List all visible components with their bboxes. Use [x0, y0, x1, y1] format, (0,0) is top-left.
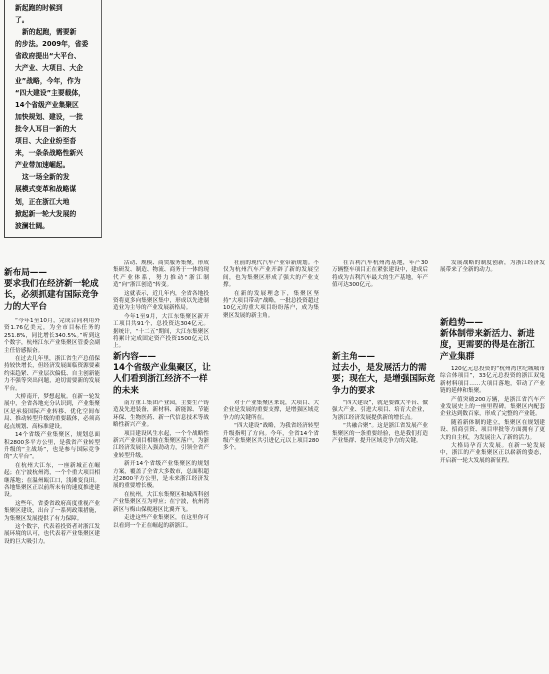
- heading-line: 新布局——: [4, 268, 47, 278]
- paragraph: 大桥南开，梦想起航。在新一轮发展中，全省各地充分认识到，产业集聚区是承接国际产业转移、优化空间布局、推动转型升级的重要载体，必须高起点规划、高标准建设。: [4, 394, 100, 430]
- paragraph: 14个省级产业集聚区，规划总面积2800多平方公里，是我省产业转型升级的“主战场”，也是参与国际竞争的“大平台”。: [4, 432, 100, 461]
- article-4-body: [440, 366, 545, 670]
- paragraph: 发展战略的制度创新，为浙江经济发展带来了全新的动力。: [440, 260, 545, 274]
- lead-line: 业”战略，今年，作为: [15, 76, 81, 85]
- paragraph: 在新的发展理念下，集聚区坚持“大项目带动”战略，一批总投资超过10亿元的重大项目纷纷落户，成为集聚区发展的新主角。: [223, 290, 319, 319]
- lead-line: 展模式变革和战略谋: [15, 185, 77, 194]
- paragraph: 活动、规模、商贸服务集聚，形成集研发、制造、物流、商务于一体的现代产业体系，努力推动“浙江制造”向“浙江创造”转变。: [113, 260, 209, 289]
- paragraph: “今年1至10月，完成合同利用外资1.76亿美元，为全市目标任务的251.8%，同比增长340.5%。”听到这个数字，杭州江东产业集聚区管委会副主任倍感振奋。: [4, 318, 100, 354]
- paragraph: 新开14个省级产业集聚区的规划方案，覆盖了全省大多数市，总面积超过2800平方公里，是未来浙江经济发展的重要增长极。: [113, 461, 209, 490]
- lead-line: 大产业、大项目、大企: [15, 64, 83, 73]
- paragraph: “四大建设”，就是要做大平台、做强大产业、引进大项目、培育大企业，为浙江经济发展提供新的增长点。: [332, 400, 428, 421]
- article-3-body-top: [332, 260, 428, 348]
- article-4-body-top: [440, 260, 545, 316]
- heading-line: 新趋势——: [440, 318, 483, 328]
- article-1-body: [4, 318, 100, 670]
- paragraph: 走进这些产业集聚区，在这里你可以看到一个正在崛起的新浙江。: [113, 515, 209, 529]
- lead-line: 了。: [15, 16, 29, 25]
- heading-line: 要；现在大，是增强国际竞: [332, 374, 436, 385]
- lead-line: 划，正在浙江大地: [15, 197, 70, 206]
- paragraph: 项目建设风生水起，一个个战略性新兴产业项目相继在集聚区落户，为浙江经济发展注入强劲动力，引领全省产业转型升级。: [113, 430, 209, 459]
- heading-line: 力的大平台: [4, 301, 47, 312]
- lead-line: 新的起跑，需要新: [22, 28, 77, 37]
- heading-line: 长，必须抓建有国际竞争: [4, 290, 99, 301]
- heading-line: 新主角——: [332, 352, 375, 362]
- lead-line: 波澜壮阔。: [15, 221, 49, 230]
- paragraph: 产值突破200万辆，是浙江省汽车产业发展史上的一座里程碑。集聚区内配套企业达到数百家，形成了完整的产业链。: [440, 396, 545, 418]
- heading-line: 的未来: [113, 385, 139, 396]
- lead-line: 新起跑的时候到: [15, 4, 63, 12]
- article-2-body-col2: [223, 260, 319, 350]
- lead-line: 加快规划、建设，一批: [15, 112, 83, 121]
- lead-line: 14个省级产业集聚区: [15, 100, 79, 109]
- paragraph: 在杭州大江东，一座新城正在崛起；在宁波杭州湾，一个个重大项目相继落地；在温州瓯江口，浅滩变良田。各地集聚区正以前所未有的速度推进建设。: [4, 462, 100, 499]
- lead-line: 省政府提出“大平台、: [15, 52, 81, 61]
- lead-line: “四大建设”主要载体，: [15, 88, 86, 97]
- lead-line: 掀起新一轮大发展的: [15, 209, 77, 218]
- paragraph: 120亿元总投资的“杭州湾世纪城城市综合体项目”，33亿元总投资的浙江双兔新材料项目……大项目落地，带动了产业链的延伸和集聚。: [440, 366, 545, 395]
- heading-line: 争力的要求: [332, 385, 375, 396]
- lead-line: 批令人耳目一新的大: [15, 124, 77, 133]
- paragraph: 今年1至9月，大江东集聚区新开工项目共91个，总投资达304亿元。据统计，“十二五”期间，大江东集聚区将累计完成固定资产投资1500亿元以上。: [113, 313, 209, 350]
- paragraph: 对于产业集聚区来说，大项目、大企业是发展的重要支撑，是增强区域竞争力的关键所在。: [223, 400, 319, 421]
- article-3-heading: [332, 352, 437, 397]
- article-2-body-col3: [223, 400, 319, 670]
- paragraph: 这就表示，近几年内，全省各地投资将更多向集聚区集中，形成以先进制造业为主导的产业发展新格局。: [113, 290, 209, 312]
- paragraph: 随着新体制的建立，集聚区在规划建设、招商引资、项目审批等方面拥有了更大的自主权，为发展注入了新的活力。: [440, 419, 545, 441]
- heading-line: 新体制带来新活力、新进: [440, 329, 535, 340]
- paragraph: 这个数字，代表着投资者对浙江发展环境的认可，也代表着产业集聚区建设的巨大吸引力。: [4, 523, 100, 545]
- article-3-body: [332, 400, 428, 670]
- heading-line: 人们看到浙江经济不一样: [113, 374, 208, 385]
- article-2-heading: [113, 352, 223, 397]
- paragraph: 在杭州，大江东集聚区和城西科创产业集聚区互为呼应；在宁波，杭州湾新区与梅山保税港区比翼齐飞。: [113, 491, 209, 513]
- article-1-heading: [4, 268, 100, 313]
- paragraph: 这些年，省委省政府高度重视产业集聚区建设，出台了一系列政策措施，为集聚区发展提供了有力保障。: [4, 500, 100, 522]
- heading-line: 要求我们在经济新一轮成: [4, 279, 99, 290]
- lead-line: 项目、大企业纷至沓: [15, 137, 77, 146]
- paragraph: 南方重工集团产业园，主要生产铸造及先进装备，新材料、新能源、节能环保、生物医药、新一代信息技术等战略性新兴产业。: [113, 400, 209, 429]
- article-2-body: [113, 400, 209, 670]
- lead-line: 产业带加速崛起。: [15, 161, 70, 170]
- heading-line: 过去小，是发展活力的需: [332, 363, 427, 374]
- paragraph: “共融合聚”。这是浙江省发展产业集聚区的一条重要经验，也是我们打造产业集群、提升区域竞争力的关键。: [332, 423, 428, 445]
- paragraph: “四大建设”战略，为我省经济转型升级指明了方向。今年，全省14个省级产业集聚区共引进亿元以上项目280多个。: [223, 423, 319, 452]
- paragraph: 社前的现代汽车产业带新规划。不仅为杭州汽车产业开辟了新的发展空间，也为集聚区形成了强大的产业支撑。: [223, 260, 319, 289]
- heading-line: 新内容——: [113, 352, 156, 362]
- lead-box: [4, 0, 102, 238]
- paragraph: 大格局孕育大发展。在新一轮发展中，浙江的产业集聚区正以崭新的姿态，开启新一轮大发展的新征程。: [440, 443, 545, 464]
- lead-line: 这一场全新的发: [22, 173, 70, 182]
- lead-line: 来，一条条战略性新兴: [15, 149, 83, 158]
- article-2-body-top: [113, 260, 209, 350]
- paragraph: 在吉利汽车杭州湾基地，年产30万辆整车项目正在紧张建设中，建成后将成为吉利汽车最大的生产基地，年产值可达300亿元。: [332, 260, 428, 289]
- article-4-heading: [440, 318, 545, 363]
- heading-line: 产业集群: [440, 351, 475, 362]
- heading-line: 14个省级产业集聚区，让: [113, 363, 211, 374]
- heading-line: 度，更需要的得是在浙江: [440, 340, 535, 351]
- lead-line: 的步法。2009年，省委: [15, 40, 89, 49]
- paragraph: 在过去几年里，浙江省生产总值保持较快增长，但经济发展面临资源要素约束趋紧、产业层次偏低、自主创新能力不强等突出问题，迫切需要新的发展平台。: [4, 356, 100, 392]
